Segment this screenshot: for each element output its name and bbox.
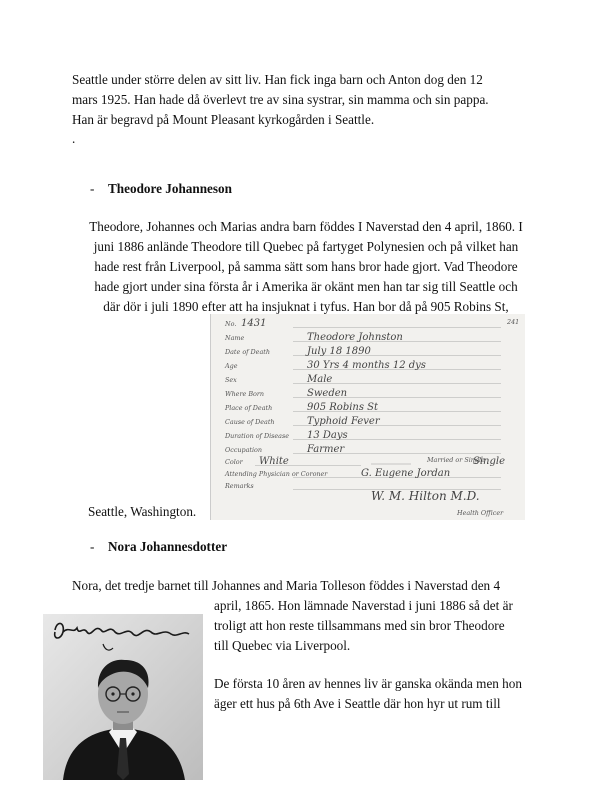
cert-label: Occupation bbox=[225, 446, 262, 454]
seattle-washington-line: Seattle, Washington. bbox=[88, 504, 197, 519]
corner-mark: 241 bbox=[507, 318, 520, 326]
paragraph-anton-continued bbox=[72, 70, 489, 130]
cert-label: Name bbox=[225, 334, 245, 342]
text-line: hade rest från Liverpool, på samma sätt som hans bror hade gjort. Vad Theodore bbox=[94, 259, 518, 274]
bullet-dash: - bbox=[90, 539, 95, 554]
cert-entry: 1431 bbox=[241, 318, 267, 329]
cert-label: Date of Death bbox=[225, 348, 270, 356]
paragraph-nora-second bbox=[214, 674, 522, 714]
cert-label: Cause of Death bbox=[225, 418, 275, 426]
cert-entry: Male bbox=[307, 374, 333, 385]
portrait-photo bbox=[43, 614, 203, 780]
cert-entry: 905 Robins St bbox=[307, 402, 379, 413]
cert-label-health-officer: Health Officer bbox=[457, 509, 504, 517]
cert-entry: July 18 1890 bbox=[307, 346, 371, 357]
cert-entry-single: Single bbox=[473, 456, 506, 467]
cert-label: Color bbox=[225, 458, 243, 466]
cert-label: Place of Death bbox=[225, 404, 273, 412]
text-line: troligt att hon reste tillsammans med sin bror Theodore bbox=[214, 618, 505, 633]
bullet-dash: - bbox=[90, 181, 95, 196]
cert-entry: White bbox=[259, 456, 289, 467]
cert-label: Where Born bbox=[225, 390, 265, 398]
text-line: till Quebec via Liverpool. bbox=[214, 638, 351, 653]
heading-text: Theodore Johanneson bbox=[108, 181, 232, 196]
text-line: april, 1865. Hon lämnade Naverstad i juni 1886 så det är bbox=[214, 598, 513, 613]
cert-entry-physician: G. Eugene Jordan bbox=[361, 468, 451, 479]
cert-label: Attending Physician or Coroner bbox=[225, 470, 328, 478]
cert-label: Age bbox=[225, 362, 238, 370]
heading-text: Nora Johannesdotter bbox=[108, 539, 228, 554]
cert-label: Sex bbox=[225, 376, 237, 384]
stray-dot: . bbox=[72, 131, 76, 146]
cert-label-married: Married or Single bbox=[427, 456, 485, 464]
cert-entry: Farmer bbox=[307, 444, 345, 455]
cert-label: Remarks bbox=[225, 482, 254, 490]
text-line: hade gjort under sina första år i Amerika är okänt men han tar sig till Seattle och bbox=[94, 279, 518, 294]
cert-label: Duration of Disease bbox=[225, 432, 290, 440]
cert-entry: Theodore Johnston bbox=[307, 332, 403, 343]
cert-entry: 13 Days bbox=[307, 430, 348, 441]
cert-entry: Sweden bbox=[307, 388, 348, 399]
text-line: De första 10 åren av hennes liv är ganska okända men hon bbox=[214, 676, 522, 691]
heading-nora bbox=[90, 539, 227, 555]
cert-entry: Typhoid Fever bbox=[307, 416, 380, 427]
text-line: Seattle under större delen av sitt liv. Han fick inga barn och Anton dog den 12 bbox=[72, 72, 483, 87]
cert-label: No. bbox=[225, 320, 237, 328]
nora-first-line: Nora, det tredje barnet till Johannes and Maria Tolleson föddes i Naverstad den 4 bbox=[72, 578, 501, 593]
paragraph-theodore bbox=[0, 217, 612, 317]
text-line: Han är begravd på Mount Pleasant kyrkogården i Seattle. bbox=[72, 112, 375, 127]
death-certificate-image bbox=[210, 314, 525, 520]
text-line: äger ett hus på 6th Ave i Seattle där hon hyr ut rum till bbox=[214, 696, 501, 711]
text-line: där dör i juli 1890 efter att ha insjuknat i tyfus. Han bor då på 905 Robins St, bbox=[103, 299, 509, 314]
text-line: mars 1925. Han hade då överlevt tre av sina systrar, sin mamma och sin pappa. bbox=[72, 92, 489, 107]
cert-entry: 30 Yrs 4 months 12 dys bbox=[307, 360, 426, 371]
heading-theodore bbox=[90, 181, 232, 197]
text-line: juni 1886 anlände Theodore till Quebec på fartyget Polynesien och på vilket han bbox=[93, 239, 519, 254]
paragraph-nora bbox=[214, 596, 513, 656]
text-line: Theodore, Johannes och Marias andra barn föddes I Naverstad den 4 april, 1860. I bbox=[89, 219, 523, 234]
health-officer-signature: W. M. Hilton M.D. bbox=[371, 489, 480, 503]
